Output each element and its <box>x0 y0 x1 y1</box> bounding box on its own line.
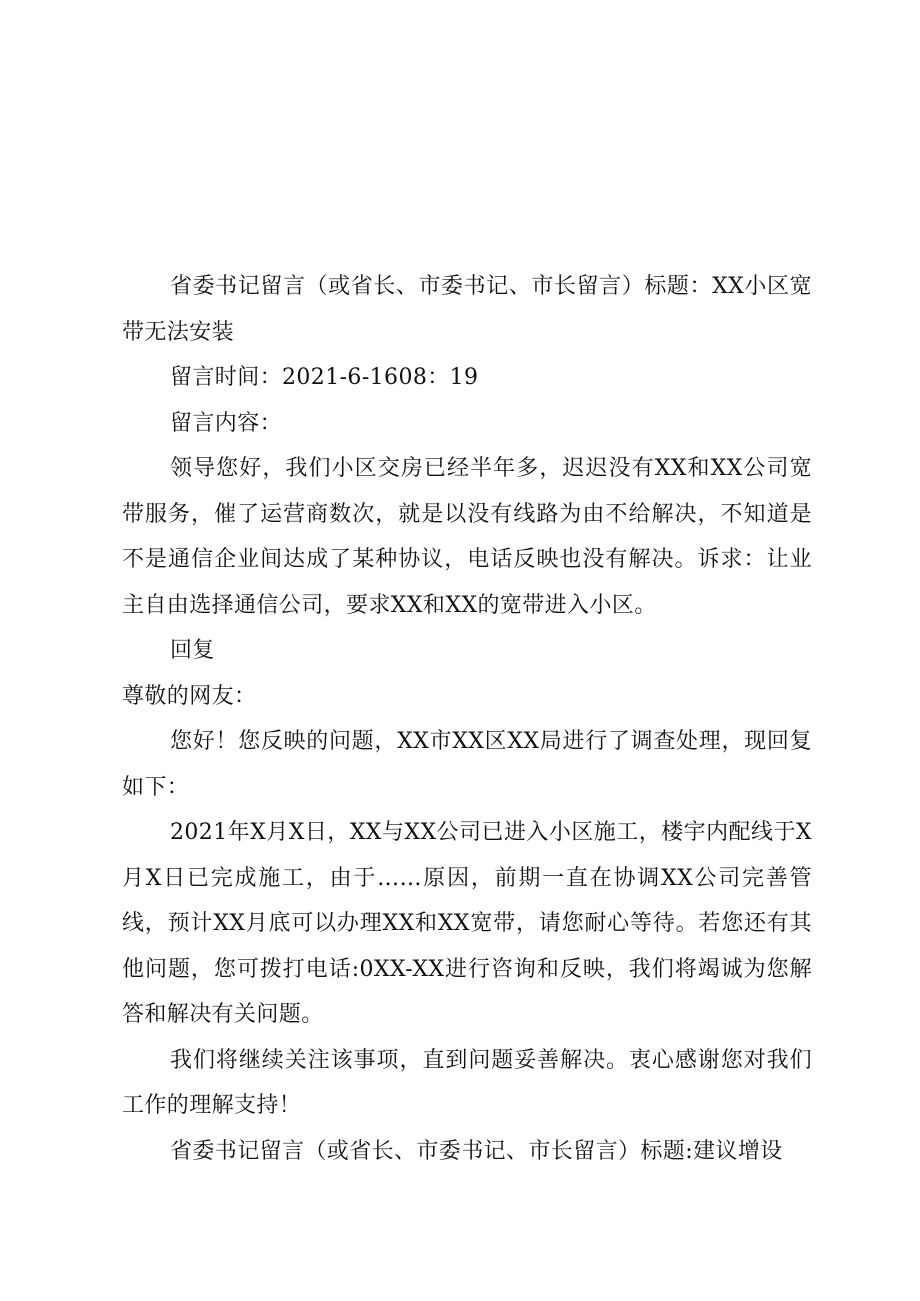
reply-opening: 您好！您反映的问题，XX市XX区XX局进行了调查处理，现回复如下： <box>122 729 812 800</box>
reply-closing: 我们将继续关注该事项，直到问题妥善解决。衷心感谢您对我们工作的理解支持！ <box>122 1047 812 1118</box>
message-time: 留言时间：2021-6-1608：19 <box>170 365 479 390</box>
next-message-title: 省委书记留言（或省长、市委书记、市长留言）标题:建议增设 <box>170 1138 783 1164</box>
reply-body: 2021年X月X日，XX与XX公司已进入小区施工，楼宇内配线于X月X日已完成施工，由于……原因，前期一直在协调XX公司完善管线，预计XX月底可以办理XX和XX宽带，请您耐心等待。若您还有其他问题，您可拨打电话:0XX-XX进行咨询和反映，我们将竭诚为您解答和解决有关问题。 <box>122 820 812 1027</box>
message-content-label: 留言内容： <box>170 410 283 436</box>
message-content: 领导您好，我们小区交房已经半年多，迟迟没有XX和XX公司宽带服务，催了运营商数次，就是以没有线路为由不给解决，不知道是不是通信企业间达成了某种协议，电话反映也没有解决。诉求：让业主自由选择通信公司，要求XX和XX的宽带进入小区。 <box>122 456 812 618</box>
reply-heading: 回复 <box>170 638 215 663</box>
message-title: 省委书记留言（或省长、市委书记、市长留言）标题：XX小区宽带无法安装 <box>122 274 812 345</box>
reply-salutation: 尊敬的网友： <box>122 683 257 709</box>
document-body <box>122 264 812 1174</box>
